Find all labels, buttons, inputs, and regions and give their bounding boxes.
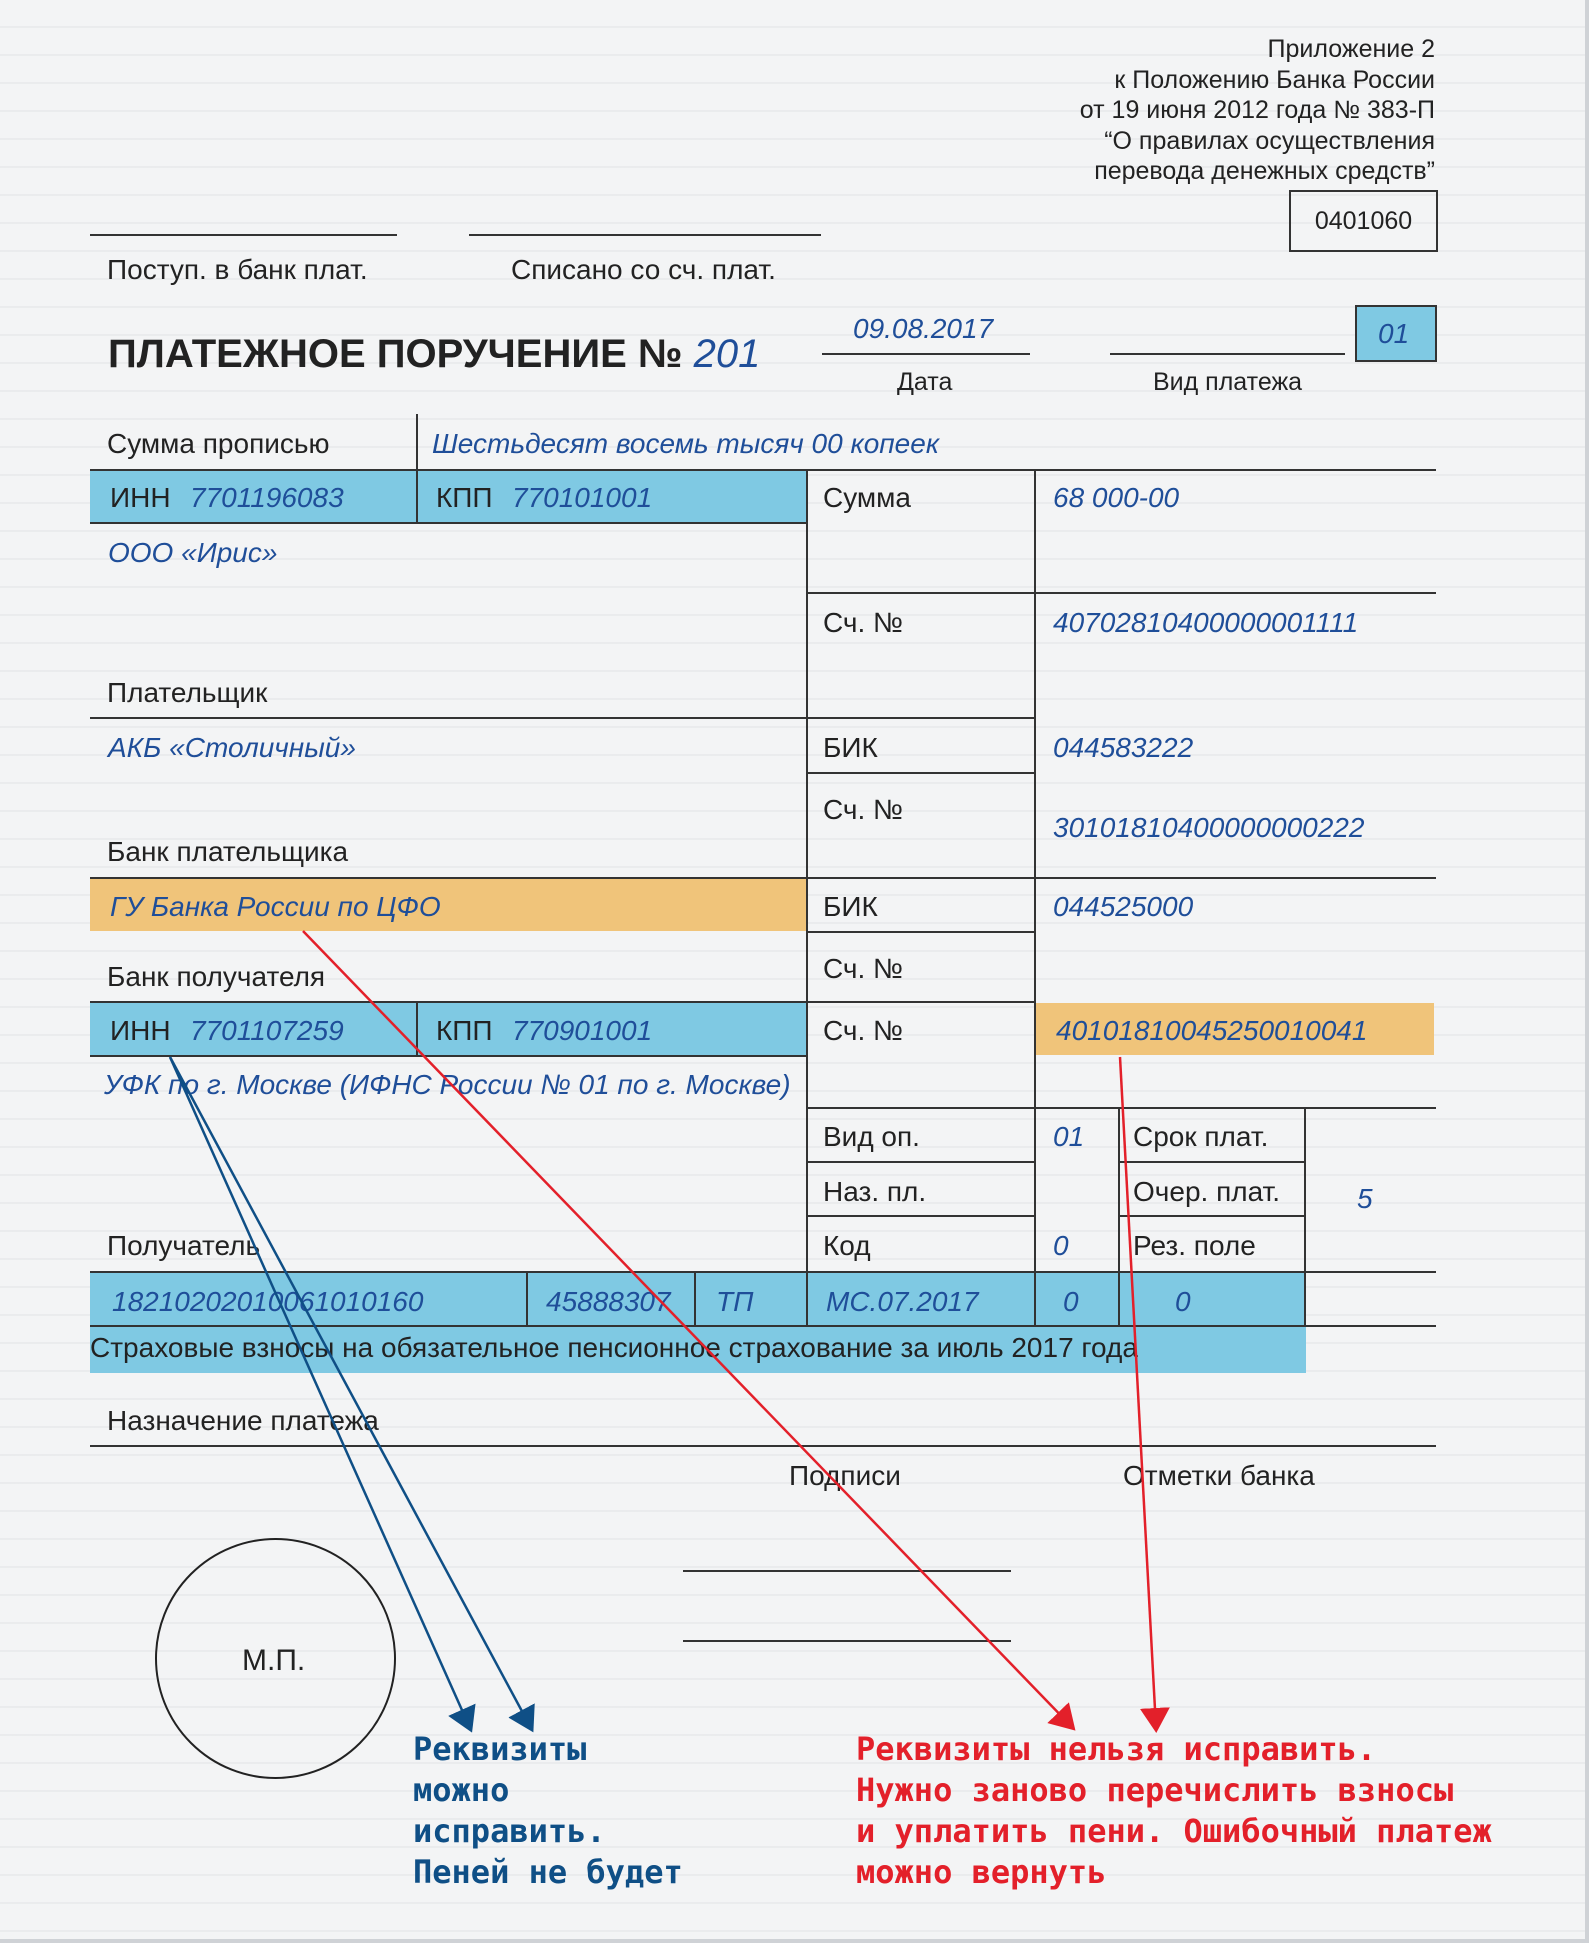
payer-inn: 7701196083 [190,482,344,513]
title-label: ПЛАТЕЖНОЕ ПОРУЧЕНИЕ № [108,332,683,376]
op-srok-label: Срок плат. [1133,1121,1269,1152]
not-fixable-note-line: и уплатить пени. Ошибочный платеж [856,1812,1492,1850]
header-line: Приложение 2 [1267,35,1435,63]
tax-doc-num: 0 [1063,1286,1079,1317]
purpose-text: Страховые взносы на обязательное пенсионное страхование за июль 2017 года [90,1332,1138,1363]
payment-type-label: Вид платежа [1153,368,1303,396]
tax-basis: ТП [716,1286,754,1317]
date-label: Дата [897,368,953,396]
payer-bank-account-label: Сч. № [823,794,904,825]
op-ocher-label: Очер. плат. [1133,1176,1281,1207]
amount-label: Сумма [823,482,911,513]
tax-kbk: 18210202010061010160 [112,1286,424,1317]
fixable-arrow [170,1057,531,1728]
payee-name: УФК по г. Москве (ИФНС России № 01 по г. Москве) [104,1069,791,1100]
header-line: “О правилах осуществления [1104,126,1435,155]
title-number: 201 [693,332,761,376]
not-fixable-arrow [1120,1057,1156,1728]
amount-value: 68 000-00 [1053,482,1180,513]
not-fixable-note-line: Реквизиты нельзя исправить. [856,1730,1377,1768]
payer-kpp: 770101001 [512,482,653,513]
op-kod-label: Код [823,1230,871,1261]
fixable-arrow [170,1057,470,1728]
payee-kpp: 770901001 [512,1015,653,1046]
payee-account-label: Сч. № [823,1015,904,1046]
fixable-note-line: Реквизиты [413,1730,587,1768]
not-fixable-note-line: Нужно заново перечислить взносы [856,1771,1454,1809]
not-fixable-arrow [303,931,1072,1727]
signatures-label: Подписи [789,1460,901,1491]
op-vid: 01 [1053,1121,1085,1152]
fixable-note-line: Пеней не будет [413,1853,683,1891]
status-code: 01 [1378,318,1410,349]
fixable-note [413,1729,683,1893]
payer-label: Плательщик [107,677,268,708]
payer-kpp-label: КПП [436,482,493,513]
amount-words-value: Шестьдесят восемь тысяч 00 копеек [432,428,940,459]
purpose-label: Назначение платежа [107,1405,379,1436]
payer-bank-label: Банк плательщика [107,836,349,867]
payer-account: 40702810400000001111 [1053,607,1359,638]
op-rez-label: Рез. поле [1133,1230,1256,1261]
op-naz-label: Наз. пл. [823,1176,927,1207]
not-fixable-note [856,1729,1492,1893]
payee-label: Получатель [107,1230,261,1261]
stamp-label: М.П. [242,1644,306,1677]
header-line: к Положению Банка России [1114,65,1435,94]
form-code: 0401060 [1314,207,1413,235]
payee-account: 40101810045250010041 [1056,1015,1368,1046]
payer-inn-label: ИНН [110,482,171,513]
debited-label: Списано со сч. плат. [511,254,776,285]
op-ocher: 5 [1357,1183,1373,1214]
header-line: перевода денежных средств” [1094,157,1435,185]
payer-bank-name: АКБ «Столичный» [108,732,356,763]
tax-oktmo: 45888307 [546,1286,671,1317]
payer-name: ООО «Ирис» [108,537,278,568]
op-vid-label: Вид оп. [823,1121,920,1152]
payee-bank-name: ГУ Банка России по ЦФО [110,891,441,922]
fixable-note-line: можно [413,1771,510,1809]
header-line: от 19 июня 2012 года № 383-П [1079,96,1435,124]
tax-period: МС.07.2017 [826,1286,979,1317]
payee-bank-bik: 044525000 [1053,891,1194,922]
payer-bank-account: 30101810400000000222 [1053,812,1365,843]
payee-bank-label: Банк получателя [107,961,326,992]
payee-inn: 7701107259 [190,1015,344,1046]
payer-account-label: Сч. № [823,607,904,638]
bank-marks-label: Отметки банка [1123,1460,1315,1491]
fixable-note-line: исправить. [413,1812,606,1850]
op-kod: 0 [1053,1230,1069,1261]
payee-kpp-label: КПП [436,1015,493,1046]
tax-doc-date: 0 [1175,1286,1191,1317]
payer-bank-bik-label: БИК [823,732,878,763]
date-value: 09.08.2017 [853,313,994,344]
not-fixable-note-line: можно вернуть [856,1853,1107,1891]
payee-inn-label: ИНН [110,1015,171,1046]
payee-bank-bik-label: БИК [823,891,878,922]
received-label: Поступ. в банк плат. [107,254,368,285]
amount-words-label: Сумма прописью [107,428,330,459]
payer-bank-bik: 044583222 [1053,732,1194,763]
payee-bank-account-label: Сч. № [823,953,904,984]
